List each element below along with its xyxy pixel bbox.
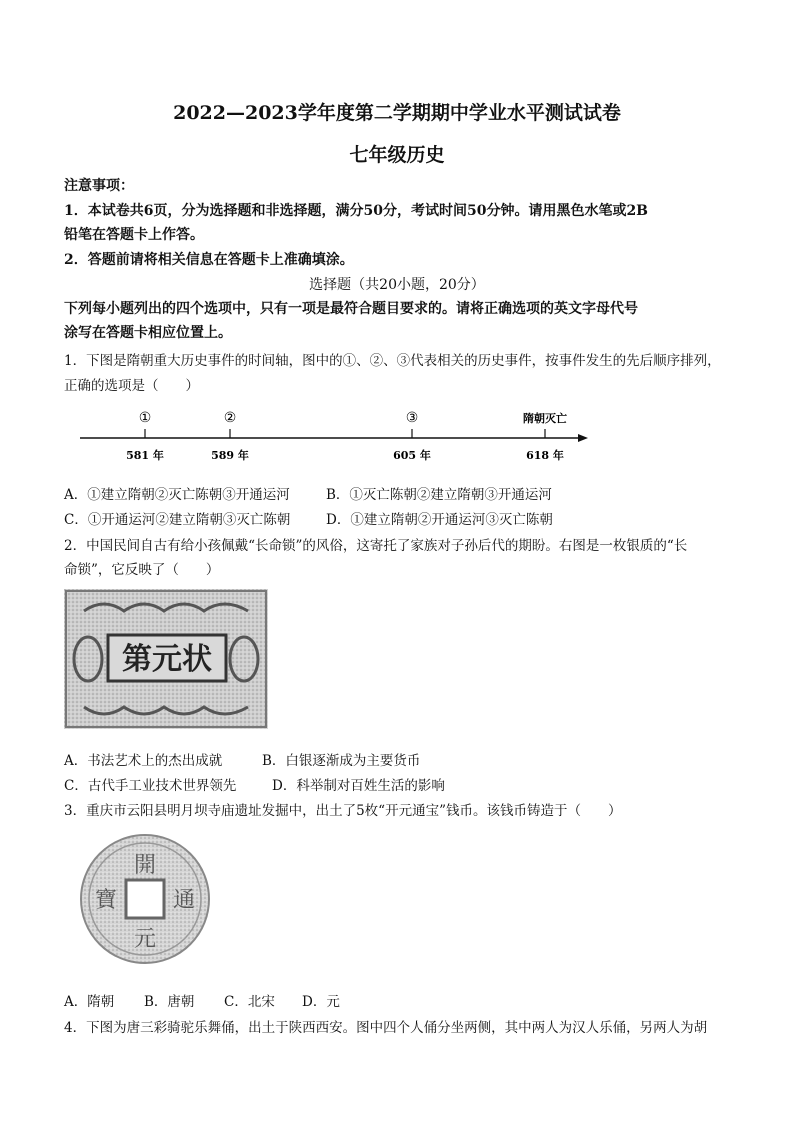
question-1-option-d: D．①建立隋朝②开通运河③灭亡陈朝 bbox=[326, 512, 553, 528]
timeline-year-1: 581 年 bbox=[126, 449, 164, 462]
section-instruction-cont: 涂写在答题卡相应位置上。 bbox=[64, 325, 232, 341]
notice-item-2: 2．答题前请将相关信息在答题卡上准确填涂。 bbox=[64, 252, 354, 268]
section-instruction: 下列每小题列出的四个选项中，只有一项是最符合题目要求的。请将正确选项的英文字母代号 bbox=[64, 301, 638, 317]
question-3-option-b: B．唐朝 bbox=[144, 994, 195, 1010]
timeline-year-4: 618 年 bbox=[526, 449, 564, 462]
question-4-stem: 4．下图为唐三彩骑驼乐舞俑，出土于陕西西安。图中四个人俑分坐两侧，其中两人为汉人乐俑，另两人为胡 bbox=[64, 1020, 708, 1036]
question-3-option-a: A．隋朝 bbox=[64, 994, 115, 1010]
exam-title: 2022—2023学年度第二学期期中学业水平测试试卷 bbox=[173, 102, 621, 124]
timeline-tick-4 bbox=[523, 411, 567, 462]
question-2-option-b: B．白银逐渐成为主要货币 bbox=[262, 753, 421, 769]
question-3-option-c: C．北宋 bbox=[224, 994, 275, 1010]
timeline-event-1: ① bbox=[138, 410, 152, 426]
question-2-option-c: C．古代手工业技术世界领先 bbox=[64, 778, 237, 794]
question-1-stem: 1．下图是隋朝重大历史事件的时间轴，图中的①、②、③代表相关的历史事件，按事件发生的先后顺序排列， bbox=[64, 353, 721, 369]
timeline-figure bbox=[60, 405, 600, 467]
kaiyuan-coin-image bbox=[76, 832, 214, 966]
question-2-stem-cont: 命锁”，它反映了（ ） bbox=[64, 562, 220, 578]
question-1-stem-cont: 正确的选项是（ ） bbox=[64, 378, 199, 394]
question-2-option-a: A．书法艺术上的杰出成就 bbox=[64, 753, 223, 769]
question-1-option-b: B．①灭亡陈朝②建立隋朝③开通运河 bbox=[326, 487, 552, 503]
question-1-option-c: C．①开通运河②建立隋朝③灭亡陈朝 bbox=[64, 512, 291, 528]
timeline-year-2: 589 年 bbox=[211, 449, 249, 462]
notice-item-1: 1．本试卷共6页，分为选择题和非选择题，满分50分，考试时间50分钟。请用黑色水笔或2B bbox=[64, 203, 649, 219]
coin-char-top: 開 bbox=[133, 853, 157, 878]
notice-heading: 注意事项： bbox=[64, 178, 134, 194]
timeline-year-3: 605 年 bbox=[393, 449, 431, 462]
timeline-tick-2 bbox=[211, 410, 249, 462]
timeline-arrow bbox=[578, 434, 588, 442]
question-3-option-d: D．元 bbox=[302, 994, 340, 1010]
coin-char-bottom: 元 bbox=[133, 927, 157, 952]
timeline-event-4: 隋朝灭亡 bbox=[523, 412, 567, 425]
question-3-stem: 3．重庆市云阳县明月坝寺庙遗址发掘中，出土了5枚“开元通宝”钱币。该钱币铸造于（ ） bbox=[64, 803, 622, 819]
question-1-option-a: A．①建立隋朝②灭亡陈朝③开通运河 bbox=[64, 487, 290, 503]
timeline-tick-3 bbox=[393, 410, 431, 462]
exam-subject: 七年级历史 bbox=[349, 144, 445, 166]
notice-item-1-cont: 铅笔在答题卡上作答。 bbox=[64, 227, 204, 243]
question-2-stem: 2．中国民间自古有给小孩佩戴“长命锁”的风俗，这寄托了家族对子孙后代的期盼。右图是一枚银质的“长 bbox=[64, 538, 688, 554]
lock-inscription: 第元状 bbox=[122, 642, 212, 677]
longevity-lock-image bbox=[64, 589, 268, 729]
section-title: 选择题（共20小题，20分） bbox=[309, 277, 485, 293]
question-2-option-d: D．科举制对百姓生活的影响 bbox=[272, 778, 445, 794]
coin-char-right: 通 bbox=[172, 888, 196, 913]
timeline-tick-1 bbox=[126, 410, 164, 462]
coin-char-left: 寶 bbox=[94, 888, 118, 913]
timeline-event-2: ② bbox=[223, 410, 237, 426]
timeline-event-3: ③ bbox=[405, 410, 419, 426]
